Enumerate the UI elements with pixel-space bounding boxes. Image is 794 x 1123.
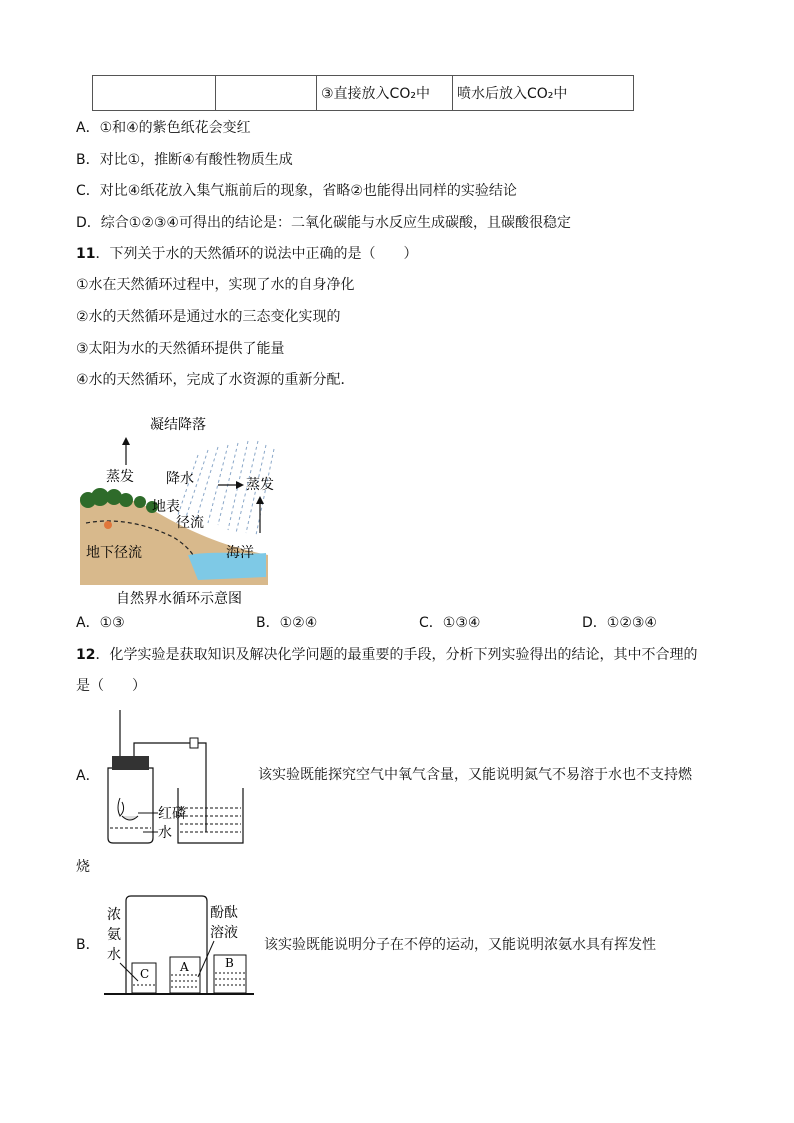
flow-arrowhead bbox=[236, 481, 244, 489]
evap-left-arrowhead bbox=[122, 437, 130, 445]
oxygen-apparatus-figure bbox=[98, 708, 246, 848]
q12-option-b-label: B． bbox=[76, 937, 100, 953]
label-rain: 降水 bbox=[166, 471, 194, 487]
label-phosphorus: 红磷 bbox=[158, 806, 186, 822]
label-ground: 地下径流 bbox=[86, 545, 142, 561]
q12-option-b-text: 该实验既能说明分子在不停的运动，又能说明浓氨水具有挥发性 bbox=[264, 937, 656, 953]
label-evap-right: 蒸发 bbox=[246, 477, 274, 493]
label-condense: 凝结降落 bbox=[150, 417, 206, 433]
evap-right-arrowhead bbox=[256, 496, 264, 504]
label-surface: 地表 bbox=[152, 499, 180, 515]
q10-option-d: D．综合①②③④可得出的结论是：二氧化碳能与水反应生成碳酸，且碳酸很稳定 bbox=[76, 215, 571, 231]
label-water: 水 bbox=[158, 825, 172, 841]
label-phenol-1: 酚酞 bbox=[210, 905, 238, 921]
q11-number: 11 bbox=[76, 246, 96, 262]
q12-option-a-label: A． bbox=[76, 768, 100, 784]
table-row bbox=[93, 76, 634, 111]
label-ammonia-3: 水 bbox=[107, 947, 121, 963]
table-cell bbox=[216, 76, 317, 111]
flame bbox=[118, 798, 124, 816]
q11-statement-2: ②水的天然循环是通过水的三态变化实现的 bbox=[76, 309, 341, 325]
table-cell bbox=[93, 76, 216, 111]
spoon bbox=[122, 816, 138, 820]
table-cell: 喷水后放入CO₂中 bbox=[453, 76, 634, 111]
q11-choice-a: A．①③ bbox=[76, 615, 125, 631]
label-ammonia-1: 浓 bbox=[107, 907, 121, 923]
q12-stem-line2: 是（ ） bbox=[76, 678, 146, 694]
q12-option-a-text-cont: 烧 bbox=[76, 859, 90, 875]
beaker-b-liquid bbox=[215, 973, 245, 985]
beaker-water bbox=[180, 808, 241, 832]
label-evap-left: 蒸发 bbox=[106, 469, 134, 485]
beaker-a-liquid bbox=[171, 975, 199, 987]
beaker-b-label: B bbox=[225, 956, 234, 970]
q10-option-b: B．对比①，推断④有酸性物质生成 bbox=[76, 152, 293, 168]
q11-statement-3: ③太阳为水的天然循环提供了能量 bbox=[76, 341, 285, 357]
figure-caption: 自然界水循环示意图 bbox=[116, 591, 242, 607]
q11-stem-text: ．下列关于水的天然循环的说法中正确的是（ ） bbox=[95, 246, 418, 262]
ammonia-apparatus-figure bbox=[102, 893, 257, 1001]
q11-choice-d: D．①②③④ bbox=[582, 615, 657, 631]
q11-choice-c: C．①③④ bbox=[419, 615, 481, 631]
water-cycle-figure bbox=[78, 405, 278, 610]
beaker-c-label: C bbox=[140, 967, 150, 981]
bell-jar bbox=[126, 896, 207, 993]
q12-stem-text: ．化学实验是获取知识及解决化学问题的最重要的手段，分析下列实验得出的结论，其中不合理的 bbox=[95, 647, 698, 663]
ammonia-pointer bbox=[120, 963, 138, 981]
sun-marker bbox=[104, 521, 112, 529]
q11-stem bbox=[76, 244, 417, 264]
q10-option-c: C．对比④纸花放入集气瓶前后的现象，省略②也能得出同样的实验结论 bbox=[76, 183, 517, 199]
q12-option-a-text: 该实验既能探究空气中氧气含量，又能说明氮气不易溶于水也不支持燃 bbox=[258, 767, 692, 783]
label-ocean: 海洋 bbox=[226, 545, 254, 561]
q10-option-a: A．①和④的紫色纸花会变红 bbox=[76, 120, 251, 136]
beaker-a-label: A bbox=[180, 960, 189, 974]
bottle-stopper bbox=[112, 756, 149, 770]
q11-statement-4: ④水的天然循环，完成了水资源的重新分配． bbox=[76, 372, 355, 388]
experiment-table bbox=[92, 75, 634, 111]
q11-statement-1: ①水在天然循环过程中，实现了水的自身净化 bbox=[76, 277, 355, 293]
label-phenol-2: 溶液 bbox=[210, 925, 238, 941]
label-ammonia-2: 氨 bbox=[107, 927, 121, 943]
table-cell: ③直接放入CO₂中 bbox=[317, 76, 453, 111]
q12-stem-line1 bbox=[76, 645, 697, 665]
q11-choice-b: B．①②④ bbox=[256, 615, 318, 631]
clamp bbox=[190, 738, 198, 748]
q12-number: 12 bbox=[76, 647, 96, 663]
label-runoff: 径流 bbox=[176, 515, 204, 531]
